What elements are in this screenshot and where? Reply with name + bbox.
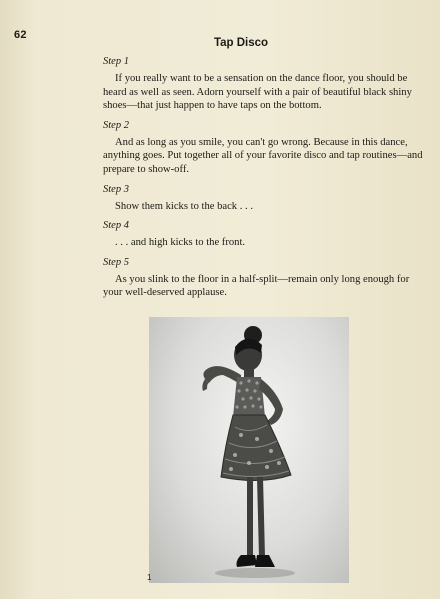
step-4-text: . . . and high kicks to the front.: [115, 237, 246, 249]
dancer-photo: [149, 317, 349, 583]
step-3-label: Step 3: [103, 183, 129, 195]
step-3-text: Show them kicks to the back . . .: [115, 200, 253, 212]
page-number: 62: [14, 29, 27, 41]
step-2-text: And as long as you smile, you can't go wrong. Because in this dance, anything goes. Put together all of your favorite disco and tap routines—and prepare to show-off.: [103, 136, 423, 175]
step-4-label: Step 4: [103, 220, 129, 232]
photo-number: 1: [147, 573, 152, 582]
step-5-label: Step 5: [103, 256, 129, 268]
step-2-label: Step 2: [103, 119, 129, 131]
dancer-figure-illustration: [149, 317, 349, 583]
step-1-text: If you really want to be a sensation on the dance floor, you should be heard as well as seen. Adorn yourself with a pair of beautiful black shiny shoes—that just happen to have taps on the bottom.: [103, 73, 412, 112]
page-title: Tap Disco: [213, 37, 269, 49]
step-1-label: Step 1: [103, 56, 129, 67]
step-5-text: As you slink to the floor in a half-split—remain only long enough for your well-deserved applause.: [103, 273, 410, 299]
steps-content: [103, 54, 425, 305]
